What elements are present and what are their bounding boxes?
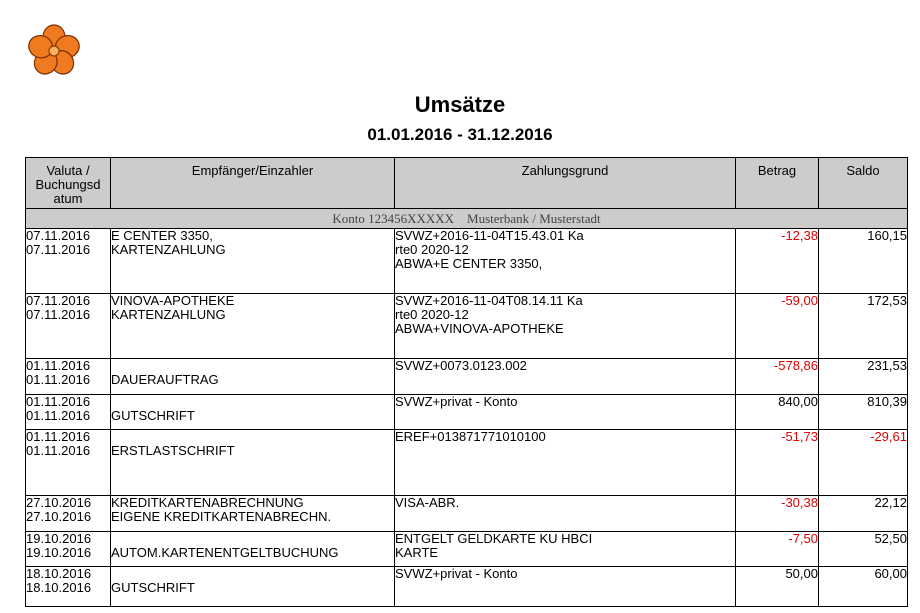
purpose-cell	[395, 395, 736, 430]
balance-cell: 810,39	[819, 395, 908, 430]
party-cell	[111, 532, 395, 567]
party-line-2: DAUERAUFTRAG	[111, 372, 219, 387]
balance-cell: 160,15	[819, 229, 908, 294]
booking-date: 01.11.2016	[26, 443, 91, 458]
amount-cell: 50,00	[736, 567, 819, 607]
amount-cell: -51,73	[736, 430, 819, 496]
party-line-1: E CENTER 3350,	[111, 228, 213, 243]
table-row	[26, 532, 908, 567]
table-row	[26, 496, 908, 532]
party-cell	[111, 359, 395, 395]
booking-date: 07.11.2016	[26, 307, 91, 322]
table-header-row	[26, 158, 908, 209]
column-header-valuta: Valuta / Buchungsd atum	[26, 158, 111, 209]
party-line-2: KARTENZAHLUNG	[111, 242, 226, 257]
booking-date: 01.11.2016	[26, 408, 91, 423]
date-cell	[26, 430, 111, 496]
party-line-1: VINOVA-APOTHEKE	[111, 293, 235, 308]
period-range: 01.01.2016 - 31.12.2016	[367, 125, 553, 144]
column-header-party: Empfänger/Einzahler	[111, 158, 395, 209]
table-row	[26, 359, 908, 395]
transactions-table	[25, 157, 908, 607]
valuta-date: 18.10.2016	[26, 566, 92, 581]
table-row	[26, 395, 908, 430]
column-header-balance: Saldo	[819, 158, 908, 209]
party-line-1	[111, 532, 394, 546]
purpose-cell	[395, 229, 736, 294]
flower-logo-icon	[24, 24, 84, 78]
party-cell	[111, 496, 395, 532]
date-cell	[26, 496, 111, 532]
column-header-amount: Betrag	[736, 158, 819, 209]
purpose-line-1: SVWZ+2016-11-04T08.14.11 Ka	[395, 293, 583, 308]
party-line-1	[111, 567, 394, 581]
party-line-2: GUTSCHRIFT	[111, 580, 195, 595]
purpose-line-1: SVWZ+0073.0123.002	[395, 358, 527, 373]
party-line-1	[111, 395, 394, 409]
valuta-date: 19.10.2016	[26, 531, 92, 546]
booking-date: 01.11.2016	[26, 372, 91, 387]
party-line-2: EIGENE KREDITKARTENABRECHN.	[111, 509, 332, 524]
account-label: Konto 123456XXXXX Musterbank / Musterstadt	[26, 209, 908, 229]
party-cell	[111, 395, 395, 430]
party-line-1	[111, 430, 394, 444]
purpose-cell	[395, 359, 736, 395]
valuta-date: 01.11.2016	[26, 358, 91, 373]
table-row	[26, 567, 908, 607]
valuta-date: 07.11.2016	[26, 228, 91, 243]
party-line-2: GUTSCHRIFT	[111, 408, 195, 423]
balance-cell: 172,53	[819, 294, 908, 359]
party-line-2: ERSTLASTSCHRIFT	[111, 443, 235, 458]
amount-cell: -578,86	[736, 359, 819, 395]
amount-cell: -7,50	[736, 532, 819, 567]
balance-cell: 60,00	[819, 567, 908, 607]
booking-date: 27.10.2016	[26, 509, 92, 524]
purpose-line-1: EREF+013871771010100	[395, 429, 546, 444]
party-line-2: AUTOM.KARTENENTGELTBUCHUNG	[111, 545, 339, 560]
party-cell	[111, 229, 395, 294]
purpose-cell	[395, 567, 736, 607]
amount-cell: -30,38	[736, 496, 819, 532]
purpose-line-1: VISA-ABR.	[395, 495, 460, 510]
valuta-date: 07.11.2016	[26, 293, 91, 308]
amount-cell: 840,00	[736, 395, 819, 430]
party-cell	[111, 294, 395, 359]
date-cell	[26, 395, 111, 430]
balance-cell: -29,61	[819, 430, 908, 496]
booking-date: 18.10.2016	[26, 580, 92, 595]
purpose-cell	[395, 532, 736, 567]
party-line-1: KREDITKARTENABRECHNUNG	[111, 495, 304, 510]
purpose-line-2: rte0 2020-12	[395, 307, 469, 322]
column-header-purpose: Zahlungsgrund	[395, 158, 736, 209]
booking-date: 07.11.2016	[26, 242, 91, 257]
valuta-date: 01.11.2016	[26, 394, 91, 409]
table-row	[26, 294, 908, 359]
party-line-2: KARTENZAHLUNG	[111, 307, 226, 322]
balance-cell: 52,50	[819, 532, 908, 567]
balance-cell: 231,53	[819, 359, 908, 395]
purpose-line-1: SVWZ+privat - Konto	[395, 566, 518, 581]
table-row	[26, 430, 908, 496]
purpose-line-3: ABWA+VINOVA-APOTHEKE	[395, 321, 564, 336]
purpose-cell	[395, 430, 736, 496]
table-row	[26, 229, 908, 294]
date-cell	[26, 359, 111, 395]
valuta-date: 27.10.2016	[26, 495, 92, 510]
balance-cell: 22,12	[819, 496, 908, 532]
date-cell	[26, 532, 111, 567]
purpose-line-1: SVWZ+2016-11-04T15.43.01 Ka	[395, 228, 584, 243]
purpose-line-2: KARTE	[395, 545, 439, 560]
page-title: Umsätze	[414, 92, 506, 117]
amount-cell: -59,00	[736, 294, 819, 359]
date-cell	[26, 567, 111, 607]
purpose-line-1: ENTGELT GELDKARTE KU HBCI	[395, 531, 593, 546]
date-cell	[26, 229, 111, 294]
purpose-cell	[395, 496, 736, 532]
party-cell	[111, 430, 395, 496]
account-row	[26, 209, 908, 229]
party-line-1	[111, 359, 394, 373]
booking-date: 19.10.2016	[26, 545, 92, 560]
purpose-line-2: rte0 2020-12	[395, 242, 469, 257]
purpose-line-3: ABWA+E CENTER 3350,	[395, 256, 543, 271]
date-cell	[26, 294, 111, 359]
valuta-date: 01.11.2016	[26, 429, 91, 444]
amount-cell: -12,38	[736, 229, 819, 294]
purpose-cell	[395, 294, 736, 359]
purpose-line-1: SVWZ+privat - Konto	[395, 394, 518, 409]
party-cell	[111, 567, 395, 607]
